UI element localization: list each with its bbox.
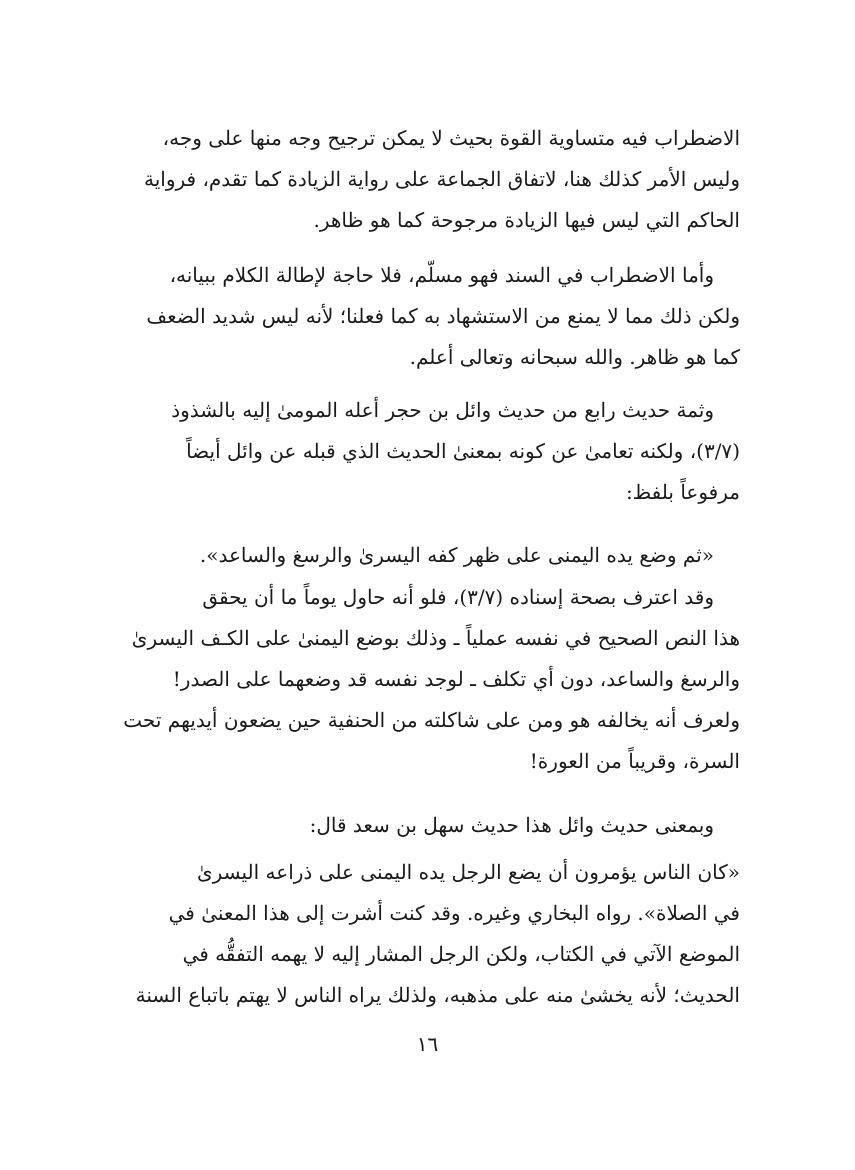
text-line: وأما الاضطراب في السند فهو مسلّم، فلا حاجة لإطالة الكلام ببيانه، [169,263,714,287]
quote-paragraph [100,535,740,576]
paragraph-7 [100,852,740,1016]
text-line: وليس الأمر كذلك هنا، لاتفاق الجماعة على رواية الزيادة كما تقدم، فرواية [143,167,740,191]
paragraph-2 [100,255,740,378]
paragraph-3 [100,390,740,513]
text-line: الحاكم التي ليس فيها الزيادة مرجوحة كما هو ظاهر. [313,208,740,232]
text-line: الموضع الآتي في الكتاب، ولكن الرجل المشار إليه لا يهمه التفقُّه في [182,942,740,966]
paragraph-1 [100,118,740,241]
text-line: والرسغ والساعد، دون أي تكلف ـ لوجد نفسه قد وضعهما على الصدر! [172,667,740,691]
text-line: كما هو ظاهر. والله سبحانه وتعالى أعلم. [409,345,740,369]
text-line: مرفوعاً بلفظ: [625,480,740,504]
text-line: ولعرف أنه يخالفه هو ومن على شاكلته من الحنفية حين يضعون أيديهم تحت [123,708,740,732]
quoted-hadith-line: «ثم وضع يده اليمنى على ظهر كفه اليسرىٰ والرسغ والساعد». [199,543,714,567]
text-line: السرة، وقريباً من العورة! [529,749,740,773]
text-line: «كان الناس يؤمرون أن يضع الرجل يده اليمنى على ذراعه اليسرىٰ [196,860,740,884]
text-line: الاضطراب فيه متساوية القوة بحيث لا يمكن ترجيح وجه منها على وجه، [162,126,740,150]
text-line: وثمة حديث رابع من حديث وائل بن حجر أعله المومىٰ إليه بالشذوذ [171,398,714,422]
text-line: وبمعنى حديث وائل هذا حديث سهل بن سعد قال: [309,813,714,837]
paragraph-5 [100,577,740,782]
text-line: هذا النص الصحيح في نفسه عملياً ـ وذلك بوضع اليمنىٰ على الكـف اليسرىٰ [131,626,740,650]
text-line: الحديث؛ لأنه يخشىٰ منه على مذهبه، ولذلك يراه الناس لا يهتم باتباع السنة [135,983,740,1007]
text-line: في الصلاة». رواه البخاري وغيره. وقد كنت أشرت إلى هذا المعنىٰ في [168,901,740,925]
text-line: ولكن ذلك مما لا يمنع من الاستشهاد به كما فعلنا؛ لأنه ليس شديد الضعف [146,304,740,328]
page-number: ١٦ [416,1032,439,1056]
text-line: وقد اعترف بصحة إسناده (٣/٧)، فلو أنه حاول يوماً ما أن يحقق [202,585,714,609]
paragraph-6 [100,805,740,846]
text-line: (٣/٧)، ولكنه تعامىٰ عن كونه بمعنىٰ الحديث الذي قبله عن وائل أيضاً [186,439,740,463]
